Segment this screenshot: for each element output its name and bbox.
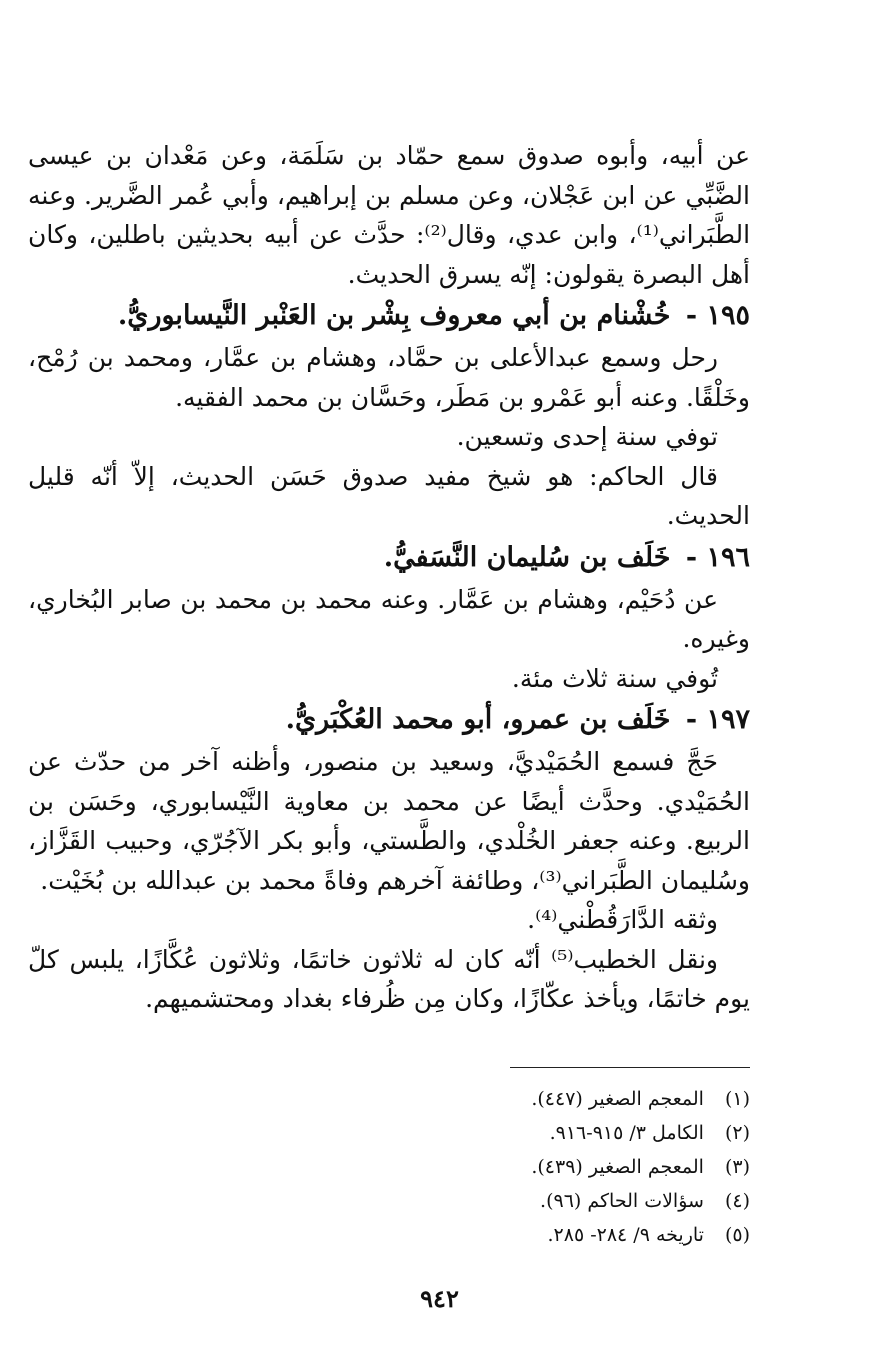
footnotes-list <box>28 1082 750 1252</box>
footnote-text: المعجم الصغير (٤٤٧). <box>531 1088 704 1110</box>
entry-number: ١٩٧ - <box>685 704 750 735</box>
footnote-text: سؤالات الحاكم (٩٦). <box>540 1190 704 1212</box>
footnote <box>28 1218 750 1252</box>
footnote-text: الكامل ٣/ ٩١٥-٩١٦. <box>549 1122 704 1144</box>
entry-title: خَلَف بن سُليمان النَّسَفيُّ. <box>383 541 671 573</box>
footnote-mark: (١) <box>724 1088 750 1110</box>
entry-paragraph: توفي سنة إحدى وتسعين. <box>456 422 718 451</box>
entry-title: خَلَف بن عمرو، أبو محمد العُكْبَريُّ. <box>285 704 671 735</box>
entry-paragraph: وثقه الدَّارَقُطْني⁽⁴⁾. <box>527 905 718 934</box>
entry-paragraph: عن دُحَيْم، وهشام بن عَمَّار. وعنه محمد بن محمد بن صابر البُخاري، وغيره. <box>28 584 750 653</box>
entry-paragraph: حَجَّ فسمع الحُمَيْديَّ، وسعيد بن منصور، وأظنه آخر من حدّث عن الحُمَيْدي. وحدَّث أيضًا عن محمد بن معاوية النَّيْسابوري، وحَسَن بن الربيع. وعنه جعفر الخُلْدي، والطَّستي، وأبو بكر الآجُرّي، وحبيب القَزَّاز، وسُليمان الطَّبَراني⁽³⁾، وطائفة آخرهم وفاةً محمد بن عبدالله بن بُخَيْت. <box>28 747 750 895</box>
entry-heading-197 <box>28 698 750 742</box>
footnote-mark: (٥) <box>724 1224 750 1246</box>
page-body <box>28 136 750 1019</box>
footnote-text: تاريخه ٩/ ٢٨٤- ٢٨٥. <box>547 1224 704 1246</box>
entry-title: خُشْنام بن أبي معروف بِشْر بن العَنْبر النَّيسابوريُّ. <box>117 300 671 331</box>
footnote-mark: (٣) <box>724 1156 750 1178</box>
footnote <box>28 1082 750 1116</box>
page-number: ٩٤٢ <box>420 1284 459 1313</box>
entry-number: ١٩٥ - <box>685 300 750 331</box>
entry-paragraph: ونقل الخطيب⁽⁵⁾ أنّه كان له ثلاثون خاتمًا، وثلاثون عُكَّازًا، يلبس كلّ يوم خاتمًا، ويأخذ عكّازًا، وكان مِن ظُرفاء بغداد ومحتشميهم. <box>28 944 750 1013</box>
entry-paragraph: رحل وسمع عبدالأعلى بن حمَّاد، وهشام بن عمَّار، ومحمد بن رُمْح، وخَلْقًا. وعنه أبو عَمْرو بن مَطَر، وحَسَّان بن محمد الفقيه. <box>28 343 750 412</box>
footnote <box>28 1150 750 1184</box>
footnote-divider <box>510 1067 750 1068</box>
entry-paragraph: تُوفي سنة ثلاث مئة. <box>511 663 718 693</box>
footnote-text: المعجم الصغير (٤٣٩). <box>531 1156 704 1178</box>
footnote-mark: (٤) <box>724 1190 750 1212</box>
continuation-paragraph: عن أبيه، وأبوه صدوق سمع حمّاد بن سَلَمَة، وعن مَعْدان بن عيسى الضَّبِّي عن ابن عَجْلان، وعن مسلم بن إبراهيم، وأبي عُمر الضَّرير. وعنه الطَّبَراني⁽¹⁾، وابن عدي، وقال⁽²⁾: حدَّث عن أبيه بحديثين باطلين، وكان أهل البصرة يقولون: إنّه يسرق الحديث. <box>28 141 751 289</box>
footnote-mark: (٢) <box>724 1122 750 1144</box>
footnote <box>28 1184 750 1218</box>
entry-paragraph: قال الحاكم: هو شيخ مفيد صدوق حَسَن الحديث، إلاّ أنّه قليل الحديث. <box>28 461 750 530</box>
entry-heading-196 <box>28 536 750 580</box>
entry-heading-195 <box>28 294 750 338</box>
entry-number: ١٩٦ - <box>685 541 750 573</box>
footnote <box>28 1116 750 1150</box>
